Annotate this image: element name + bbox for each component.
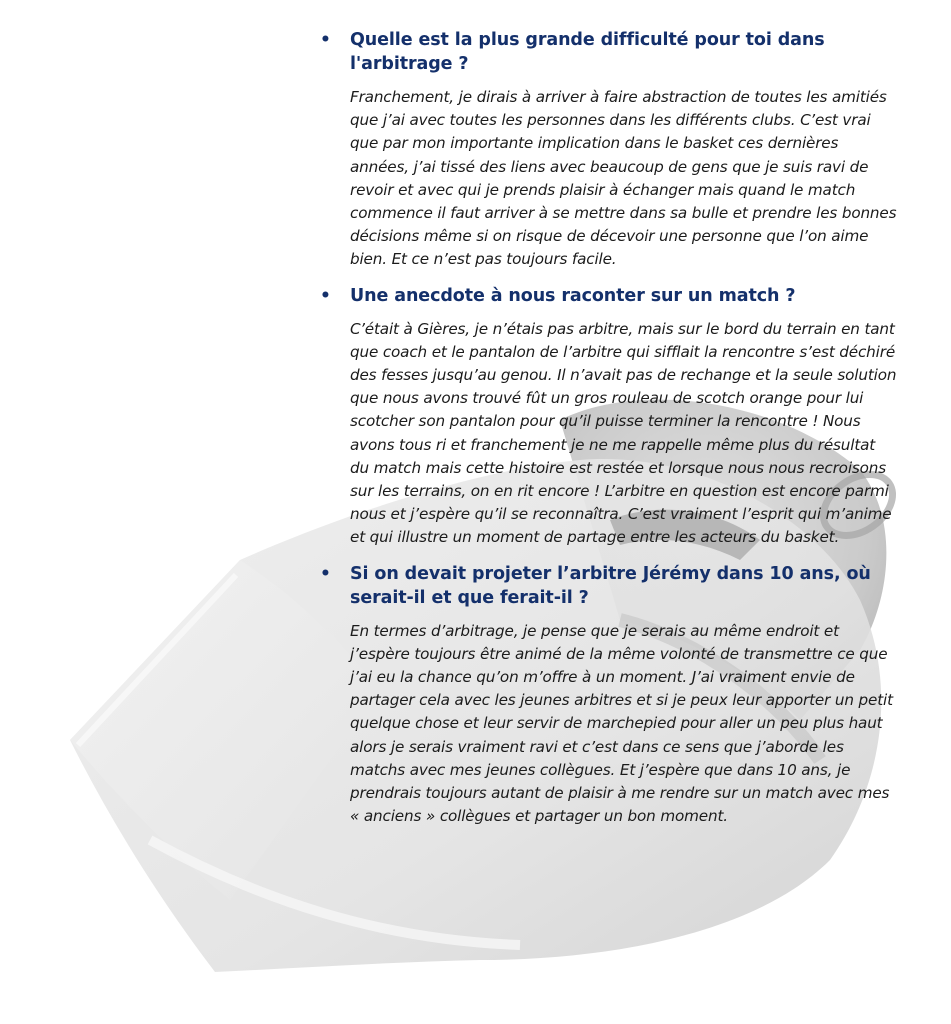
qa-item — [318, 562, 898, 829]
question-text: Une anecdote à nous raconter sur un match ? — [350, 285, 796, 306]
answer-paragraph: Franchement, je dirais à arriver à faire abstraction de toutes les amitiés que j’ai avec toutes les personnes dans les différents clubs. C’est vrai que par mon importante implication dans le basket ces dernières années, j’ai tissé des liens avec beaucoup de gens que je suis ravi de revoir et avec qui je prends plaisir à échanger mais quand le match commence il faut arriver à se mettre dans sa bulle et prendre les bonnes décisions même si on risque de décevoir une personne que l’on aime bien. Et ce n’est pas toujours facile. — [350, 88, 897, 269]
bullet-icon: • — [320, 30, 331, 50]
qa-item — [318, 28, 898, 272]
question-text: Si on devait projeter l’arbitre Jérémy dans 10 ans, où serait-il et que ferait-il ? — [350, 563, 871, 608]
question-text: Quelle est la plus grande difficulté pour toi dans l'arbitrage ? — [350, 30, 825, 74]
question-heading — [318, 284, 898, 308]
question-heading — [318, 562, 898, 610]
bullet-icon: • — [320, 285, 331, 306]
answer-paragraph: En termes d’arbitrage, je pense que je serais au même endroit et j’espère toujours être animé de la même volonté de transmettre ce que j’ai eu la chance qu’on m’offre à un moment. J’ai vraiment envie de partager cela avec les jeunes arbitres et si je peux leur apporter un petit quelque chose et leur servir de marchepied pour aller un peu plus haut alors je serais vraiment ravi et c’est dans ce sens que j’aborde les matchs avec mes jeunes collègues. Et j’espère que dans 10 ans, je prendrais toujours autant de plaisir à me rendre sur un match avec mes « anciens » collègues et partager un bon moment. — [350, 621, 893, 826]
qa-item — [318, 284, 898, 550]
question-heading — [318, 28, 898, 76]
interview-content — [318, 28, 898, 828]
bullet-icon: • — [320, 563, 331, 584]
answer-paragraph: C’était à Gières, je n’étais pas arbitre, mais sur le bord du terrain en tant que coach et le pantalon de l’arbitre qui sifflait la rencontre s’est déchiré des fesses jusqu’au genou. Il n’avait pas de rechange et la seule solution que nous avons trouvé fût un gros rouleau de scotch orange pour lui scotcher son pantalon pour qu’il puisse terminer la rencontre ! Nous avons tous ri et franchement je ne me rappelle même plus du résultat du match mais cette histoire est restée et lorsque nous nous recroisons sur les terrains, on en rit encore ! L’arbitre en question est encore parmi nous et j’espère qu’il se reconnaîtra. C’est vraiment l’esprit qui m’anime et qui illustre un moment de partage entre les acteurs du basket. — [350, 319, 897, 547]
